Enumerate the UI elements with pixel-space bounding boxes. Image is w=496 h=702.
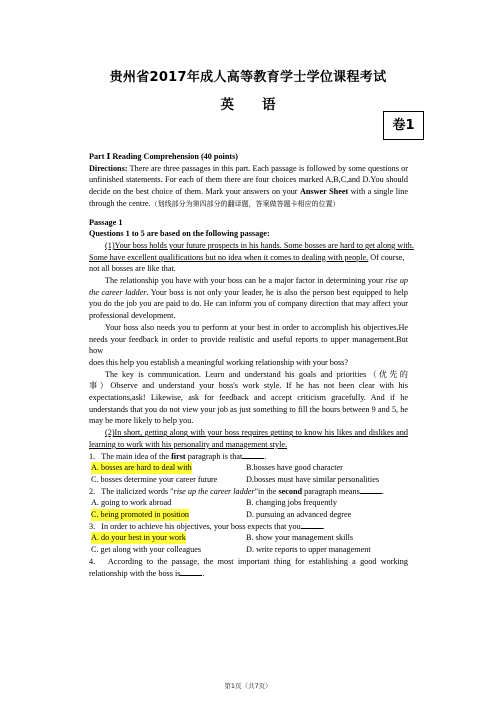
option-2d[interactable]: D. pursuing an advanced degree (246, 510, 352, 520)
question-text: The italicized words " (101, 486, 174, 496)
question-text: "in the (254, 486, 279, 496)
passage-text: The relationship you have with your boss can be a major factor in determining your (105, 276, 386, 286)
page-footer: 第1页（共7页） (224, 682, 272, 690)
passage-p4-line-1: The key is communication. Learn and understand his goals and priorities（优先的 (105, 369, 408, 379)
answer-sheet-label: Answer Sheet (299, 187, 349, 197)
question-4-stem-line-1 (89, 556, 408, 568)
question-text: . (264, 451, 267, 461)
subject-char-2: 语 (262, 97, 276, 113)
question-1-stem (89, 451, 408, 463)
answer-blank (180, 568, 205, 578)
passage-p2-line-2 (89, 287, 408, 299)
question-3-options-row-1 (89, 532, 408, 544)
question-number: 4. (89, 556, 96, 566)
directions-text: There are three passages in this part. Each passage is followed by some questions or (127, 163, 408, 173)
directions-text: through the centre. (89, 198, 151, 208)
question-number: 1. (89, 451, 96, 461)
part-heading: Part Ⅰ Reading Comprehension (40 points) (89, 152, 239, 161)
option-2b[interactable]: B. changing jobs frequently (246, 498, 337, 508)
passage-p2-line-1 (89, 275, 408, 287)
option-1a[interactable]: A. bosses are hard to deal with (91, 463, 192, 473)
underlined-sentence: Some have excellent qualifications but no idea when it comes to dealing with people. (89, 252, 369, 262)
passage-p4-line-2: 事）Observe and understand your boss's work style. If he has not been clear with his (89, 381, 408, 391)
passage-p4-line-4: understands that you do not view your job as just something to fill the hours between 9 and 5, he (89, 404, 408, 414)
question-1-options-row-1 (89, 462, 408, 474)
option-1c[interactable]: C. bosses determine your career future (91, 474, 218, 484)
question-1-options-row-2 (89, 474, 408, 486)
passage-p2-line-4: professional development. (89, 311, 176, 321)
subject-heading (0, 93, 496, 113)
passage-p5-line-1: (2)In short, getting along with your boss requires getting to know his likes and dislikes and (105, 428, 408, 438)
passage-p3-line-2: needs your feedback in order to provide realistic and useful reports to upper management.But how (89, 334, 408, 356)
directions-text: with a single line (348, 187, 408, 197)
answer-blank (360, 486, 382, 494)
question-text: paragraph means (302, 486, 360, 496)
passage-p2-line-3: you do the job you are paid to do. He can inform you of company direction that may affect your (89, 299, 408, 309)
translation-note: （划线部分为第四部分的翻译题，答案做答题卡相应的位置） (150, 199, 340, 208)
directions-line-1 (89, 163, 408, 175)
subject-char-1: 英 (220, 97, 234, 113)
option-3c[interactable]: C. get along with your colleagues (91, 545, 202, 555)
question-2-stem (89, 486, 408, 498)
question-text: relationship with the boss is (89, 568, 181, 578)
passage-p1-line-3: not all bosses are like that. (89, 264, 176, 274)
option-1b[interactable]: B.bosses have good character (246, 463, 343, 473)
questions-note: Questions 1 to 5 are based on the following passage: (89, 229, 270, 239)
passage-label: Passage 1 (89, 217, 123, 227)
answer-blank (242, 451, 267, 461)
question-number: 3. (89, 521, 96, 531)
exam-title: 贵州省2017年成人高等教育学士学位课程考试 (109, 70, 387, 85)
question-text: In order to achieve his objectives, your boss expects that you (101, 521, 301, 531)
question-number: 2. (89, 486, 96, 496)
question-text: . (381, 486, 384, 496)
answer-blank (301, 521, 323, 529)
question-text: . (322, 521, 325, 531)
directions-line-3 (89, 186, 408, 198)
italic-phrase: the career ladder (89, 287, 147, 297)
passage-p4-line-5: may be more likely to help you. (89, 416, 194, 426)
question-2-options-row-2 (89, 509, 408, 521)
question-3-stem (89, 521, 408, 533)
question-text: . (202, 568, 205, 578)
passage-p1-line-1: (1)Your boss holds your future prospects in his hands. Some bosses are hard to get along with. (105, 240, 414, 250)
question-text: paragraph is that (185, 451, 243, 461)
question-text: The main idea of the (101, 451, 172, 461)
option-3d[interactable]: D. write reports to upper management (246, 545, 371, 555)
option-2c[interactable]: C. being promoted in position (91, 510, 190, 520)
directions-line-4 (89, 198, 408, 211)
italic-phrase: rise up the career ladder (173, 486, 255, 496)
passage-p3-line-3: does this help you establish a meaningful working relationship with your boss? (89, 357, 349, 367)
passage-text: . Your boss is not only your leader, he is also the person best equipped to help (146, 287, 408, 297)
italic-phrase: rise up (385, 276, 409, 286)
option-2a[interactable]: A. going to work abroad (91, 498, 172, 508)
passage-text: Of course, (368, 252, 405, 262)
directions-text: decide on the best choice of them. Mark your answers on your (89, 187, 300, 197)
question-keyword: second (278, 486, 303, 496)
option-3a[interactable]: A. do your best in your work (91, 533, 186, 543)
passage-p5-line-2: learning to work with his personality and management style. (89, 439, 288, 449)
question-3-options-row-2 (89, 544, 408, 556)
passage-p1-line-2 (89, 252, 408, 264)
passage-p3-line-1: Your boss also needs you to perform at your best in order to accomplish his objectives.He (105, 322, 408, 332)
directions-line-2: unfinished statements. For each of them there are four choices marked A,B,C,and D.You should (89, 175, 408, 185)
document-body (89, 151, 414, 579)
option-1d[interactable]: D.bosses must have similar personalities (246, 474, 380, 484)
volume-box: 卷1 (383, 111, 424, 140)
option-3b[interactable]: B. show your management skills (246, 533, 354, 543)
question-text: According to the passage, the most important thing for establishing a good working (107, 556, 408, 566)
question-keyword: first (171, 451, 186, 461)
question-4-stem-line-2 (89, 568, 408, 580)
passage-p4-line-3: expectations,ask! Likewise, ask for feedback and accept criticism gracefully. And if he (89, 393, 408, 403)
question-2-options-row-1 (89, 497, 408, 509)
directions-label: Directions: (89, 163, 128, 173)
